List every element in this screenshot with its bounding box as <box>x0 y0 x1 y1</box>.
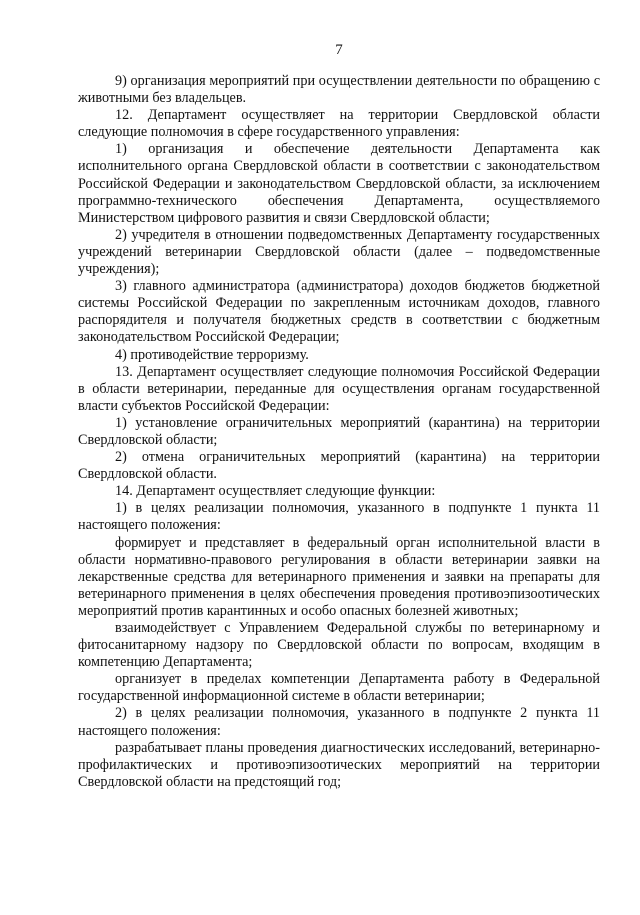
paragraph-14-intro: 14. Департамент осуществляет следующие функции: <box>115 483 436 500</box>
paragraph-12-item-4: 4) противодействие терроризму. <box>115 346 309 363</box>
paragraph-14-item-1-forms: формирует и представляет в федеральный орган исполнительной власти в области нормативно-правового регулирования в области ветеринарии заявки на лекарственные средства для ветеринарного применения и заявки на препараты для ветеринарного применения в целях обеспечения проведения противоэпизоотических мероприятий против карантинных и особо опасных болезней животных; <box>78 534 600 619</box>
paragraph-14-item-1: 1) в целях реализации полномочия, указанного в подпункте 1 пункта 11 настоящего положения: <box>78 500 600 534</box>
paragraph-13-item-2: 2) отмена ограничительных мероприятий (карантина) на территории Свердловской области. <box>78 449 600 483</box>
paragraph-12-intro: 12. Департамент осуществляет на территории Свердловской области следующие полномочия в сфере государственного управления: <box>78 107 600 141</box>
paragraph-12-item-1: 1) организация и обеспечение деятельности Департамента как исполнительного органа Свердловской области в соответствии с законодательством Российской Федерации и законодательством Свердловской области, за исключением программно-технического обеспечения Департамента, осуществляемого Министерством цифрового развития и связи Свердловской области; <box>78 141 600 226</box>
paragraph-14-item-2-plans: разрабатывает планы проведения диагностических исследований, ветеринарно-профилактических и противоэпизоотических мероприятий на территории Свердловской области на предстоящий год; <box>78 739 600 790</box>
page-number: 7 <box>335 42 343 58</box>
paragraph-13-intro: 13. Департамент осуществляет следующие полномочия Российской Федерации в области ветеринарии, переданные для осуществления органам государственной власти субъектов Российской Федерации: <box>78 363 600 414</box>
paragraph-9-animals: 9) организация мероприятий при осуществлении деятельности по обращению с животными без владельцев. <box>78 73 600 107</box>
paragraph-14-item-1-organizes: организует в пределах компетенции Департамента работу в Федеральной государственной информационной системе в области ветеринарии; <box>78 671 600 705</box>
paragraph-14-item-1-interacts: взаимодействует с Управлением Федеральной службы по ветеринарному и фитосанитарному надзору по Свердловской области по вопросам, входящим в компетенцию Департамента; <box>78 620 600 671</box>
paragraph-14-item-2: 2) в целях реализации полномочия, указанного в подпункте 2 пункта 11 настоящего положения: <box>78 705 600 739</box>
paragraph-12-item-3: 3) главного администратора (администратора) доходов бюджетов бюджетной системы Российской Федерации по закрепленным источникам доходов, главного распорядителя и получателя бюджетных средств в соответствии с бюджетным законодательством Российской Федерации; <box>78 278 600 346</box>
paragraph-12-item-2: 2) учредителя в отношении подведомственных Департаменту государственных учреждений ветеринарии Свердловской области (далее – подведомственные учреждения); <box>78 226 600 278</box>
paragraph-13-item-1: 1) установление ограничительных мероприятий (карантина) на территории Свердловской области; <box>78 414 600 448</box>
